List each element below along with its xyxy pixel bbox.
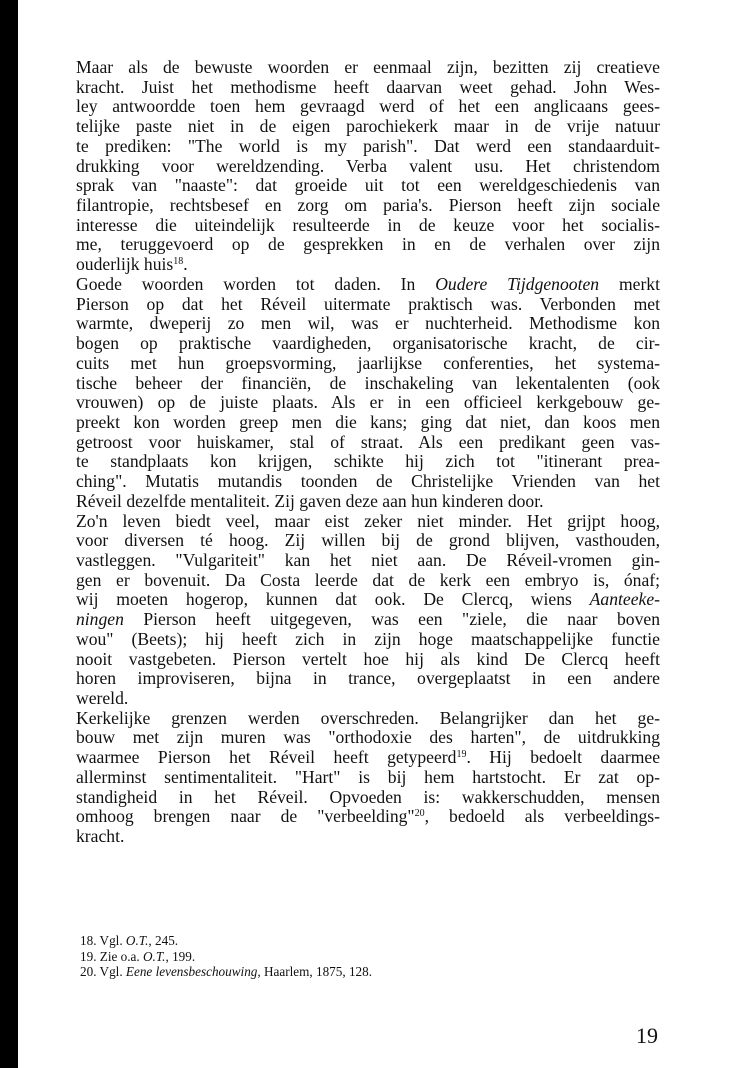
text-line: ley antwoordde toen hem gevraagd werd of het een anglicaans gees-: [76, 96, 660, 117]
text-fragment: Goede woorden worden tot daden. In: [76, 273, 436, 294]
footnote-ref-20: 20: [414, 808, 425, 820]
page-body: [76, 58, 660, 847]
text-line: bouw met zijn muren was "orthodoxie des harten", de uitdrukking: [76, 727, 660, 748]
footnote-text: , 245.: [148, 933, 179, 948]
footnote-ref-18: 18: [173, 256, 184, 268]
text-line: ching". Mutatis mutandis toonden de Christelijke Vrienden van het: [76, 471, 660, 492]
footnote-book-title: Eene levensbeschouwing,: [125, 964, 261, 979]
text-fragment: merkt: [599, 273, 660, 294]
footnote-text: , 199.: [165, 948, 196, 964]
footnote-number: 20.: [80, 964, 97, 979]
page-number: 19: [636, 1023, 658, 1048]
text-line: [76, 590, 660, 610]
text-line: allerminst sentimentaliteit. "Hart" is bij hem hartstocht. Er zat op-: [76, 766, 660, 787]
footnote-19: [80, 949, 660, 965]
text-line: kracht.: [76, 826, 125, 847]
text-line: nooit vastgebeten. Pierson vertelt hoe hij als kind De Clercq heeft: [76, 648, 660, 669]
text-line: tische beheer der financiën, de inschakeling van lekentalenten (ook: [76, 372, 660, 393]
book-title-oudere-tijdgenooten: Oudere Tijdgenooten: [435, 273, 600, 294]
book-title-aanteekeningen: Aanteeke-: [589, 589, 660, 610]
text-fragment: omhoog brengen naar de "verbeelding": [76, 806, 415, 827]
text-line: warmte, dweperij zo men wil, was er nuchterheid. Methodisme kon: [76, 313, 660, 334]
text-line: kracht. Juist het methodisme heeft daarvan weet gehad. John Wes-: [76, 76, 660, 97]
book-title-aanteekeningen: ningen: [76, 609, 124, 630]
text-line: voor diversen té hoog. Zij willen bij de grond blijven, vasthouden,: [76, 530, 660, 551]
text-line: standigheid in het Réveil. Opvoeden is: wakkerschudden, mensen: [76, 786, 660, 807]
paragraph-4: [76, 709, 660, 847]
text-line: cuits met hun groepsvorming, jaarlijkse conferenties, het systema-: [76, 352, 660, 373]
footnote-text: Vgl.: [99, 964, 126, 979]
text-fragment: Pierson heeft uitgegeven, was een "ziele, die naar boven: [123, 609, 660, 630]
footnote-20: [80, 964, 660, 980]
text-line: sprak van "naaste": dat groeide uit tot een wereldgeschiedenis van: [76, 175, 660, 196]
text-line: vrouwen) op de juiste plaats. Als er in een officieel kerkgebouw ge-: [76, 392, 660, 413]
text-line: vastleggen. "Vulgariteit" kan het niet aan. De Réveil-vromen gin-: [76, 549, 660, 570]
text-line: getroost voor huiskamer, stal of straat. Als een predikant geen vas-: [76, 431, 660, 452]
text-line: Kerkelijke grenzen werden overschreden. Belangrijker dan het ge-: [76, 707, 660, 728]
text-line: drukking voor wereldzending. Verba valent usu. Het christendom: [76, 155, 660, 176]
text-fragment: . Hij bedoelt daarmee: [466, 747, 661, 768]
text-line: bogen op praktische vaardigheden, organisatorische kracht, de cir-: [76, 333, 660, 354]
paragraph-1: [76, 58, 660, 275]
text-line: [76, 748, 660, 768]
text-line: [76, 610, 660, 630]
text-line: [76, 275, 660, 295]
text-fragment: wij moeten hogerop, kunnen dat ook. De Clercq, wiens: [76, 589, 590, 610]
text-fragment: ouderlijk huis: [76, 254, 174, 275]
text-line: te prediken: "The world is my parish". Dat werd een standaarduit-: [76, 135, 660, 156]
footnote-ref-19: 19: [456, 749, 467, 761]
text-fragment: .: [183, 254, 188, 275]
footnote-18: [80, 933, 660, 949]
footnote-abbrev: O.T.: [125, 933, 149, 948]
footnote-number: 18.: [80, 933, 97, 948]
text-line: [76, 255, 660, 275]
paragraph-2: [76, 275, 660, 512]
text-line: interesse die uiteindelijk resulteerde in de keuze voor het socialis-: [76, 214, 660, 235]
text-fragment: waarmee Pierson het Réveil heeft getypeerd: [76, 747, 457, 768]
text-line: me, teruggevoerd op de gesprekken in en de verhalen over zijn: [76, 234, 660, 255]
text-line: Zo'n leven biedt veel, maar eist zeker niet minder. Het grijpt hoog,: [76, 510, 660, 531]
text-line: wou" (Beets); hij heeft zich in zijn hoge maatschappelijke functie: [76, 628, 660, 649]
footnote-text: Vgl.: [99, 933, 126, 948]
text-fragment: , bedoeld als verbeeldings-: [424, 806, 661, 827]
footnote-text: Haarlem, 1875, 128.: [260, 964, 373, 979]
text-line: filantropie, rechtsbesef en zorg om paria's. Pierson heeft zijn sociale: [76, 195, 660, 216]
text-line: wereld.: [76, 688, 129, 708]
text-line: telijke paste niet in de eigen parochiekerk maar in de vrije natuur: [76, 116, 660, 137]
text-line: Réveil dezelfde mentaliteit. Zij gaven deze aan hun kinderen door.: [76, 490, 544, 511]
scan-edge-bar: [0, 0, 18, 1068]
text-line: gen er bovenuit. Da Costa leerde dat de kerk een embryo is, ónaf;: [76, 569, 660, 590]
text-line: preekt kon worden greep men die kans; ging dat niet, dan koos men: [76, 411, 660, 432]
text-line: [76, 807, 660, 827]
footnotes: [80, 933, 660, 980]
footnote-number: 19.: [80, 948, 97, 964]
text-line: Maar als de bewuste woorden er eenmaal zijn, bezitten zij creatieve: [76, 57, 660, 77]
text-line: te standplaats kon krijgen, schikte hij zich tot "itinerant prea-: [76, 451, 660, 472]
text-line: Pierson op dat het Réveil uitermate praktisch was. Verbonden met: [76, 293, 660, 314]
paragraph-3: [76, 512, 660, 709]
footnote-abbrev: O.T.: [143, 948, 166, 964]
footnote-text: Zie o.a.: [99, 948, 143, 964]
text-line: horen improviseren, bijna in trance, overgeplaatst in een andere: [76, 668, 660, 689]
